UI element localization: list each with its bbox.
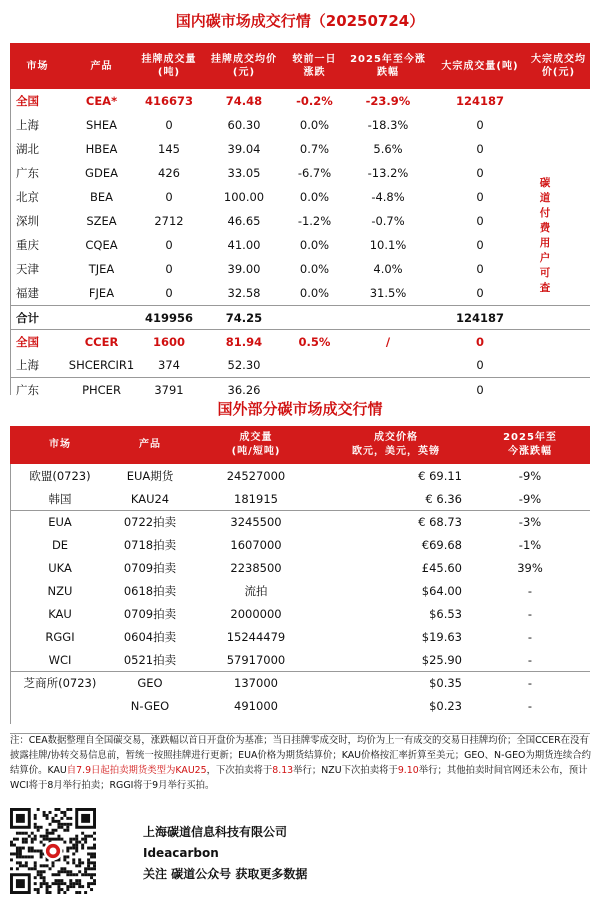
cell: 10.1% (369, 238, 407, 252)
table-row (10, 137, 590, 161)
cell: 流拍 (244, 583, 268, 598)
cell: 31.5% (369, 286, 407, 300)
cell: 0 (476, 262, 484, 276)
table-row (10, 602, 590, 625)
cell: 145 (158, 142, 180, 156)
follow-prompt: 关注 碳道公众号 获取更多数据 (143, 867, 308, 881)
cell: 福建 (16, 286, 39, 300)
paid-user-note: 碳道付费用户可查 (539, 177, 551, 294)
cell: 137000 (234, 676, 278, 690)
table-row (10, 281, 590, 305)
cell: 广东 (16, 166, 39, 180)
cell: 0 (476, 358, 484, 372)
table-row (10, 579, 590, 602)
cell: 39.04 (227, 142, 261, 156)
cell: 0722拍卖 (123, 515, 177, 529)
cell: CCER (84, 334, 119, 349)
cell: 3791 (154, 382, 184, 397)
domestic-body (10, 89, 590, 401)
table-row (10, 161, 590, 185)
intl-header-volume: 成交量 (吨/短吨) (231, 432, 281, 457)
cell: 60.30 (227, 118, 261, 132)
header-ytd-change: 2025年至今涨跌幅 (350, 54, 426, 78)
notes-highlight-1: 自7.9日起拍卖期货类型为KAU25 (66, 765, 207, 776)
cell: 24527000 (226, 468, 286, 483)
cell: 重庆 (16, 238, 39, 252)
cell: 32.58 (227, 286, 261, 300)
cell: 46.65 (227, 214, 261, 228)
cell: -9% (518, 468, 542, 483)
header-product: 产品 (90, 60, 113, 72)
cell: 0 (165, 286, 173, 300)
cell: 0 (165, 118, 173, 132)
cell (343, 306, 433, 329)
ccer-row (10, 353, 590, 377)
cell: 0718拍卖 (123, 537, 177, 552)
table-row (10, 487, 590, 510)
cell: 36.26 (227, 382, 261, 397)
domestic-header-row (10, 43, 590, 89)
cell: 2238500 (230, 560, 282, 575)
intl-header-price: 成交价格 欧元，美元，英镑 (352, 432, 440, 457)
cell: -0.7% (371, 214, 405, 228)
cell: $25.90 (421, 652, 462, 667)
cell: 419956 (144, 310, 193, 325)
cell: 欧盟(0723) (29, 468, 91, 483)
cell: 0.0% (299, 118, 330, 132)
cell: SHEA (85, 118, 118, 132)
cell: -1% (518, 537, 542, 552)
cell: 0709拍卖 (123, 560, 177, 575)
cell: 74.48 (225, 94, 263, 108)
cell: CEA* (85, 94, 118, 108)
notes-highlight-3: 9.10 (397, 765, 419, 776)
intl-header-product: 产品 (139, 439, 161, 450)
international-left-border (10, 464, 11, 724)
cell: 491000 (234, 698, 278, 713)
cell: 0.0% (299, 286, 330, 300)
cell: - (527, 583, 533, 598)
qr-code (10, 808, 96, 894)
cell (67, 306, 136, 329)
intl-header-ytd: 2025年至 今涨跌幅 (503, 432, 557, 457)
brand-name: Ideacarbon (143, 846, 219, 860)
cell: 0 (476, 286, 484, 300)
cell: 0 (476, 238, 484, 252)
notes-highlight-2: 8.13 (272, 765, 294, 776)
cell: BEA (89, 190, 114, 204)
header-block-price: 大宗成交均价(元) (531, 54, 586, 78)
cell (286, 353, 343, 377)
cell: 15244479 (226, 629, 286, 644)
cell: € 69.11 (418, 468, 462, 483)
cell: 2000000 (230, 606, 282, 621)
cell: SHCERCIR1 (68, 358, 135, 372)
cell: 0.0% (299, 262, 330, 276)
table-row (10, 257, 590, 281)
cell: 0 (165, 190, 173, 204)
cell: $64.00 (421, 583, 462, 598)
cell: - (527, 698, 533, 713)
table-row (10, 533, 590, 556)
table-row (10, 510, 590, 533)
cell: 上海 (16, 118, 39, 132)
cell: 74.25 (225, 310, 263, 325)
cell: 0 (165, 238, 173, 252)
cell: 韩国 (48, 491, 72, 506)
cell: 4.0% (373, 262, 403, 276)
domestic-left-border (10, 89, 11, 395)
cell: 1607000 (230, 537, 282, 552)
cell: $6.53 (429, 606, 462, 621)
cell: 0 (476, 118, 484, 132)
company-name: 上海碳道信息科技有限公司 (143, 825, 288, 839)
cell: 0 (475, 334, 484, 349)
cell: 124187 (455, 310, 504, 325)
notes (10, 733, 592, 793)
table-row (10, 556, 590, 579)
cell: 全国 (16, 334, 39, 349)
cell: RGGI (45, 629, 75, 644)
international-table (10, 426, 590, 717)
cell: KAU (48, 606, 72, 621)
cell: 深圳 (16, 214, 39, 228)
cell: 39.00 (227, 262, 261, 276)
cell: -6.7% (297, 166, 332, 180)
table-row (10, 185, 590, 209)
cell: 0.7% (299, 142, 330, 156)
cell: UKA (48, 560, 72, 575)
cell: € 6.36 (425, 491, 462, 506)
cell: - (527, 629, 533, 644)
cell (286, 306, 343, 329)
cell: 0709拍卖 (123, 606, 177, 621)
cell: 0618拍卖 (123, 583, 177, 598)
table-row (10, 671, 590, 694)
cell: KAU24 (130, 491, 170, 506)
cell: 124187 (455, 94, 504, 108)
domestic-title: 国内碳市场成交行情（20250724） (175, 12, 425, 30)
header-block-volume: 大宗成交量(吨) (441, 60, 519, 72)
table-row (10, 209, 590, 233)
header-daily-change: 较前一日涨跌 (292, 54, 337, 78)
cell (10, 694, 110, 717)
cell: -0.2% (296, 94, 333, 108)
notes-text-1: 注：CEA数据整理自全国碳交易，涨跌幅以首日开盘价为基准；当日挂牌零成交时，均价为上一有成交的交易日挂牌均价；全国CCER在没有披露挂牌/协转交易信息前，暂统一按照挂牌进行更新；EUA价格为期货结算价；KAU价格按汇率折算至美元；GEO、N-GEO为期货连续合约结算价。KAU (10, 735, 591, 776)
cell: PHCER (82, 382, 121, 397)
cell: - (527, 652, 533, 667)
cell: 416673 (144, 94, 193, 108)
cell: 5.6% (373, 142, 403, 156)
international-title: 国外部分碳市场成交行情 (217, 400, 383, 418)
cell: - (527, 606, 533, 621)
table-row (10, 694, 590, 717)
cell: €69.68 (421, 537, 462, 552)
ccer-row (10, 329, 590, 353)
notes-text-3: 举行；NZU下次拍卖将于 (293, 765, 398, 776)
cell: 湖北 (16, 142, 39, 156)
cell: 0 (476, 166, 484, 180)
cell: 合计 (16, 310, 39, 325)
cell: GEO (137, 676, 163, 690)
cell: 81.94 (225, 334, 263, 349)
cell: -13.2% (367, 166, 409, 180)
cell: 上海 (16, 358, 39, 372)
cell: 0604拍卖 (123, 629, 177, 644)
cell: 1600 (152, 334, 185, 349)
cell: 374 (158, 358, 180, 372)
cell: -1.2% (297, 214, 332, 228)
header-listed-price: 挂牌成交均价(元) (211, 54, 277, 78)
total-row (10, 305, 590, 329)
cell: / (385, 334, 391, 349)
cell: 北京 (16, 190, 39, 204)
cell: $19.63 (421, 629, 462, 644)
international-body (10, 464, 590, 717)
cell: -18.3% (367, 118, 409, 132)
cell: 0 (476, 214, 484, 228)
cell: 0 (165, 262, 173, 276)
cell: TJEA (88, 262, 115, 276)
cell: 0.0% (299, 238, 330, 252)
cell: 0 (476, 382, 484, 397)
cell: 0 (476, 190, 484, 204)
cell: 3245500 (230, 515, 282, 529)
cell: EUA期货 (126, 468, 174, 483)
domestic-table (10, 43, 590, 401)
cell: 天津 (16, 262, 39, 276)
cell: SZEA (86, 214, 117, 228)
cell: CQEA (85, 238, 118, 252)
cell: -4.8% (371, 190, 405, 204)
notes-text-4: 举行；其他拍卖时间官网还未公布，预计WCI将于8月举行拍卖；RGGI将于9月举行买拍。 (10, 765, 588, 791)
table-row (10, 113, 590, 137)
cell: 芝商所(0723) (23, 676, 97, 690)
cell: $0.23 (429, 698, 462, 713)
header-listed-volume: 挂牌成交量(吨) (141, 54, 197, 78)
cell: 0.0% (299, 190, 330, 204)
cell: -9% (518, 491, 542, 506)
cell: 广东 (16, 382, 39, 397)
cell: 57917000 (226, 652, 286, 667)
cell: 100.00 (223, 190, 265, 204)
cell: HBEA (85, 142, 118, 156)
cell: 181915 (234, 491, 278, 506)
header-market: 市场 (26, 60, 49, 72)
table-row (10, 89, 590, 113)
cell: WCI (48, 652, 72, 667)
international-header-row (10, 426, 590, 464)
cell: 39% (517, 560, 543, 575)
cell: -3% (518, 515, 542, 529)
cell: - (527, 676, 533, 690)
cell: € 68.73 (418, 515, 462, 529)
cell: NZU (47, 583, 73, 598)
table-row (10, 464, 590, 487)
cell: 33.05 (227, 166, 261, 180)
cell: 426 (158, 166, 180, 180)
cell: DE (51, 537, 69, 552)
cell: £45.60 (421, 560, 462, 575)
intl-header-market: 市场 (49, 439, 71, 450)
notes-text-2: ，下次拍卖将于 (206, 765, 273, 776)
cell: 52.30 (227, 358, 261, 372)
cell: N-GEO (130, 698, 170, 713)
cell: $0.35 (429, 676, 462, 690)
table-row (10, 648, 590, 671)
table-row (10, 233, 590, 257)
cell: 2712 (154, 214, 184, 228)
cell: 全国 (16, 94, 39, 108)
table-row (10, 625, 590, 648)
cell: 41.00 (227, 238, 261, 252)
cell: 0.5% (298, 334, 331, 349)
cell: 0 (476, 142, 484, 156)
cell: EUA (48, 515, 72, 529)
cell: FJEA (88, 286, 115, 300)
cell: -23.9% (365, 94, 411, 108)
cell: GDEA (85, 166, 118, 180)
cell (343, 353, 433, 377)
cell: 0521拍卖 (123, 652, 177, 667)
